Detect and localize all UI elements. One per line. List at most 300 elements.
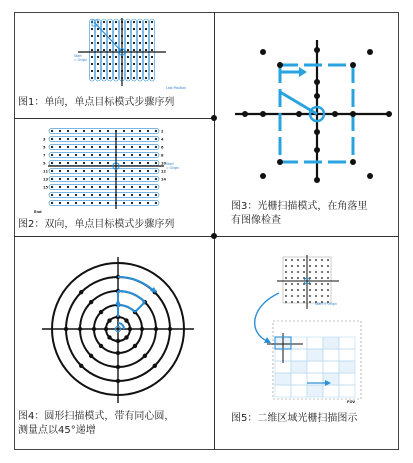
grid-dot	[59, 146, 61, 148]
grid-dot	[151, 70, 153, 72]
grid-dot	[327, 295, 329, 297]
grid-dot	[99, 170, 101, 172]
grid-dot	[321, 259, 323, 261]
fig1-last-position-label: Last Position	[166, 86, 187, 90]
grid-dot	[127, 63, 129, 65]
ring-dot	[168, 327, 172, 331]
grid-dot	[151, 21, 153, 23]
grid-dot	[67, 170, 69, 172]
grid-dot	[139, 63, 141, 65]
grid-dot	[297, 283, 299, 285]
grid-dot	[297, 271, 299, 273]
grid-dot	[103, 35, 105, 37]
grid-dot	[127, 70, 129, 72]
grid-dot	[139, 138, 141, 140]
grid-dot	[99, 154, 101, 156]
grid-dot	[285, 283, 287, 285]
grid-dot	[109, 28, 111, 30]
ring-dot	[104, 327, 108, 331]
scan-cell	[323, 361, 339, 373]
panel-fig1	[14, 12, 214, 118]
scan-dot	[260, 49, 266, 55]
grid-dot	[285, 271, 287, 273]
grid-dot	[75, 146, 77, 148]
ring-dot	[124, 335, 128, 339]
grid-dot	[315, 271, 317, 273]
grid-dot	[83, 146, 85, 148]
grid-dot	[51, 130, 53, 132]
scan-cell	[291, 337, 307, 349]
grid-dot	[115, 42, 117, 44]
grid-dot	[99, 178, 101, 180]
ring-dot	[92, 327, 96, 331]
grid-row-outline	[49, 192, 159, 197]
grid-dot	[127, 49, 129, 51]
grid-dot	[155, 178, 157, 180]
grid-dot	[97, 42, 99, 44]
grid-dot	[155, 154, 157, 156]
scan-cell	[291, 349, 307, 361]
grid-dot	[59, 170, 61, 172]
scan-dot	[332, 111, 338, 117]
grid-dot	[315, 277, 317, 279]
grid-dot	[127, 35, 129, 37]
ring-dot	[79, 364, 83, 368]
grid-dot	[133, 35, 135, 37]
grid-dot	[285, 277, 287, 279]
grid-dot	[75, 178, 77, 180]
grid-dot	[123, 202, 125, 204]
scan-cell	[307, 385, 323, 397]
grid-dot	[107, 162, 109, 164]
fig2-dot-grid	[49, 128, 159, 205]
grid-dot	[123, 170, 125, 172]
scan-dot	[367, 173, 373, 179]
grid-dot	[139, 146, 141, 148]
grid-dot	[315, 259, 317, 261]
grid-dot	[303, 271, 305, 273]
grid-dot	[151, 56, 153, 58]
grid-dot	[151, 35, 153, 37]
grid-dot	[115, 70, 117, 72]
grid-dot	[309, 271, 311, 273]
grid-dot	[151, 77, 153, 79]
grid-dot	[133, 42, 135, 44]
grid-dot	[67, 202, 69, 204]
ring-dot	[124, 318, 128, 322]
grid-dot	[145, 28, 147, 30]
grid-row-outline	[49, 200, 159, 205]
scan-dot	[296, 111, 302, 117]
grid-row-outline	[49, 136, 159, 141]
grid-dot	[123, 186, 125, 188]
grid-dot	[107, 146, 109, 148]
grid-dot	[139, 186, 141, 188]
grid-dot	[151, 63, 153, 65]
grid-dot	[97, 70, 99, 72]
grid-dot	[83, 154, 85, 156]
grid-dot	[139, 28, 141, 30]
grid-dot	[321, 277, 323, 279]
grid-dot	[291, 295, 293, 297]
grid-dot	[147, 178, 149, 180]
grid-dot	[285, 265, 287, 267]
grid-dot	[91, 130, 93, 132]
grid-dot	[133, 49, 135, 51]
grid-dot	[155, 162, 157, 164]
grid-dot	[67, 146, 69, 148]
grid-dot	[51, 170, 53, 172]
grid-dot	[285, 301, 287, 303]
grid-dot	[285, 295, 287, 297]
grid-dot	[297, 301, 299, 303]
grid-dot	[91, 49, 93, 51]
row-label-right: 6	[161, 145, 164, 150]
grid-dot	[51, 138, 53, 140]
grid-dot	[107, 194, 109, 196]
grid-dot	[123, 178, 125, 180]
grid-dot	[109, 56, 111, 58]
row-label-right: 12	[161, 169, 167, 174]
scan-dot	[242, 111, 248, 117]
fig1-origin-label: = Origin	[74, 58, 88, 62]
scan-dot	[260, 111, 266, 117]
grid-dot	[67, 130, 69, 132]
scan-cell	[339, 373, 355, 385]
grid-dot	[139, 21, 141, 23]
ring-dot	[78, 327, 82, 331]
ring-dot	[99, 310, 103, 314]
ring-dot	[128, 327, 132, 331]
scan-dot	[350, 159, 356, 165]
grid-dot	[133, 63, 135, 65]
grid-dot	[83, 194, 85, 196]
grid-dot	[139, 162, 141, 164]
grid-dot	[75, 138, 77, 140]
grid-dot	[139, 56, 141, 58]
grid-dot	[67, 178, 69, 180]
grid-dot	[327, 265, 329, 267]
grid-dot	[99, 146, 101, 148]
grid-dot	[147, 186, 149, 188]
grid-dot	[109, 63, 111, 65]
grid-dot	[327, 277, 329, 279]
grid-dot	[109, 70, 111, 72]
grid-dot	[131, 154, 133, 156]
grid-dot	[127, 28, 129, 30]
grid-dot	[75, 154, 77, 156]
grid-dot	[131, 130, 133, 132]
grid-dot	[99, 194, 101, 196]
grid-dot	[139, 49, 141, 51]
grid-dot	[59, 130, 61, 132]
grid-dot	[147, 194, 149, 196]
grid-dot	[107, 138, 109, 140]
scan-dot	[386, 111, 392, 117]
grid-dot	[103, 49, 105, 51]
grid-dot	[147, 162, 149, 164]
grid-dot	[115, 77, 117, 79]
row-label-left: 13	[43, 177, 49, 182]
grid-dot	[107, 170, 109, 172]
grid-dot	[97, 77, 99, 79]
grid-dot	[285, 259, 287, 261]
grid-dot	[145, 42, 147, 44]
fig5-fov-label: FOV	[347, 400, 356, 404]
grid-dot	[133, 77, 135, 79]
grid-dot	[91, 162, 93, 164]
caption-fig2: 图2：双向，单点目标模式步骤序列	[18, 219, 175, 230]
grid-dot	[67, 194, 69, 196]
grid-dot	[75, 162, 77, 164]
grid-dot	[75, 202, 77, 204]
grid-dot	[133, 21, 135, 23]
grid-dot	[83, 186, 85, 188]
grid-dot	[139, 154, 141, 156]
panel-fig5	[215, 237, 399, 450]
grid-dot	[107, 130, 109, 132]
grid-dot	[107, 202, 109, 204]
grid-row-outline	[49, 168, 159, 173]
grid-dot	[97, 56, 99, 58]
grid-dot	[59, 154, 61, 156]
grid-row-outline	[49, 160, 159, 165]
grid-dot	[91, 178, 93, 180]
ring-dot	[133, 344, 137, 348]
grid-row-outline	[49, 184, 159, 189]
grid-dot	[91, 63, 93, 65]
grid-dot	[151, 42, 153, 44]
grid-dot	[315, 283, 317, 285]
grid-dot	[91, 56, 93, 58]
scan-cell	[291, 373, 307, 385]
grid-dot	[155, 194, 157, 196]
scan-dot	[277, 62, 283, 68]
grid-dot	[103, 28, 105, 30]
grid-dot	[131, 162, 133, 164]
ring-dot	[116, 351, 120, 355]
fig2-end-label: End	[34, 210, 42, 214]
scan-dot	[314, 93, 320, 99]
fig1-start-label: Start	[74, 54, 82, 58]
grid-dot	[109, 21, 111, 23]
grid-dot	[151, 28, 153, 30]
scan-cell	[339, 337, 355, 349]
grid-dot	[309, 295, 311, 297]
grid-dot	[285, 289, 287, 291]
grid-dot	[139, 170, 141, 172]
ring-dot	[116, 365, 120, 369]
grid-dot	[83, 138, 85, 140]
grid-dot	[91, 70, 93, 72]
grid-dot	[291, 265, 293, 267]
grid-dot	[303, 265, 305, 267]
scan-cell	[323, 337, 339, 349]
ring-dot	[153, 364, 157, 368]
grid-dot	[59, 178, 61, 180]
grid-dot	[91, 146, 93, 148]
grid-dot	[145, 21, 147, 23]
caption-fig3-line2: 有图像检查	[231, 215, 281, 226]
grid-dot	[327, 289, 329, 291]
caption-fig4-line1: 图4：圆形扫描模式，带有同心圆，	[18, 411, 175, 422]
grid-dot	[91, 170, 93, 172]
ring-dot	[89, 354, 93, 358]
grid-dot	[327, 259, 329, 261]
grid-dot	[97, 28, 99, 30]
grid-dot	[123, 194, 125, 196]
scan-cell	[307, 349, 323, 361]
grid-dot	[115, 63, 117, 65]
grid-dot	[297, 277, 299, 279]
grid-dot	[327, 283, 329, 285]
row-label-left: 11	[43, 169, 49, 174]
grid-dot	[103, 21, 105, 23]
grid-dot	[103, 77, 105, 79]
grid-dot	[115, 35, 117, 37]
grid-dot	[327, 271, 329, 273]
fig5-start-origin-label: Start = Origin	[315, 302, 338, 306]
ring-dot	[79, 290, 83, 294]
scan-cell	[339, 349, 355, 361]
panel-fig3	[215, 12, 399, 236]
scan-cell	[275, 373, 291, 385]
grid-dot	[155, 170, 157, 172]
grid-dot	[155, 202, 157, 204]
grid-dot	[51, 146, 53, 148]
row-label-right: 14	[161, 177, 167, 182]
grid-dot	[83, 202, 85, 204]
fig5-scan-cells	[275, 337, 355, 397]
scan-dot	[367, 49, 373, 55]
grid-dot	[297, 289, 299, 291]
grid-dot	[139, 70, 141, 72]
grid-dot	[109, 42, 111, 44]
grid-dot	[83, 170, 85, 172]
caption-fig5: 图5：二维区域光栅扫描图示	[231, 413, 358, 424]
grid-dot	[321, 295, 323, 297]
scan-dot	[314, 47, 320, 53]
row-label-left: 3	[43, 137, 46, 142]
row-label-right: 4	[161, 137, 164, 142]
grid-dot	[145, 56, 147, 58]
grid-row-outline	[49, 152, 159, 157]
grid-dot	[291, 301, 293, 303]
scan-dot	[314, 79, 320, 85]
row-label-left: 9	[43, 161, 46, 166]
grid-dot	[91, 202, 93, 204]
grid-dot	[147, 130, 149, 132]
grid-dot	[291, 277, 293, 279]
grid-dot	[59, 186, 61, 188]
grid-dot	[67, 154, 69, 156]
scan-cell	[339, 385, 355, 397]
grid-dot	[145, 63, 147, 65]
grid-dot	[147, 202, 149, 204]
row-label-right: 10	[161, 161, 167, 166]
grid-dot	[99, 162, 101, 164]
grid-dot	[103, 56, 105, 58]
grid-dot	[83, 130, 85, 132]
grid-dot	[109, 77, 111, 79]
grid-dot	[103, 70, 105, 72]
grid-dot	[109, 35, 111, 37]
scan-dot	[350, 62, 356, 68]
grid-dot	[145, 70, 147, 72]
grid-dot	[303, 259, 305, 261]
grid-dot	[145, 77, 147, 79]
scan-cell	[291, 385, 307, 397]
grid-dot	[97, 63, 99, 65]
row-label-right: 8	[161, 153, 164, 158]
grid-dot	[133, 70, 135, 72]
grid-dot	[297, 295, 299, 297]
scan-cell	[307, 337, 323, 349]
grid-dot	[59, 194, 61, 196]
grid-dot	[139, 194, 141, 196]
grid-dot	[109, 49, 111, 51]
scan-cell	[307, 361, 323, 373]
grid-dot	[291, 259, 293, 261]
grid-dot	[315, 265, 317, 267]
grid-dot	[51, 162, 53, 164]
scan-cell	[291, 361, 307, 373]
grid-dot	[115, 28, 117, 30]
grid-dot	[123, 138, 125, 140]
grid-dot	[59, 162, 61, 164]
row-label-left: 7	[43, 153, 46, 158]
grid-dot	[291, 283, 293, 285]
grid-dot	[59, 138, 61, 140]
grid-dot	[51, 202, 53, 204]
grid-dot	[315, 289, 317, 291]
grid-dot	[83, 178, 85, 180]
caption-fig4-line2: 测量点以45°递增	[18, 425, 96, 436]
grid-row-outline	[49, 144, 159, 149]
ring-dot	[116, 379, 120, 383]
ring-dot	[99, 344, 103, 348]
grid-dot	[131, 138, 133, 140]
grid-dot	[131, 186, 133, 188]
grid-dot	[123, 154, 125, 156]
grid-dot	[97, 35, 99, 37]
grid-dot	[51, 186, 53, 188]
grid-row-outline	[49, 128, 159, 133]
ring-dot	[143, 354, 147, 358]
scan-dot	[350, 111, 356, 117]
grid-dot	[115, 21, 117, 23]
grid-dot	[127, 56, 129, 58]
grid-dot	[103, 63, 105, 65]
grid-dot	[155, 146, 157, 148]
grid-dot	[99, 202, 101, 204]
grid-dot	[59, 202, 61, 204]
grid-dot	[131, 178, 133, 180]
scan-dot	[314, 177, 320, 183]
grid-dot	[131, 146, 133, 148]
grid-dot	[107, 186, 109, 188]
grid-dot	[115, 49, 117, 51]
grid-dot	[147, 138, 149, 140]
panel-fig4	[14, 237, 214, 450]
scan-dot	[277, 159, 283, 165]
grid-dot	[123, 146, 125, 148]
grid-dot	[321, 289, 323, 291]
panel-fig2	[14, 119, 214, 236]
grid-dot	[321, 271, 323, 273]
grid-dot	[321, 283, 323, 285]
grid-dot	[147, 154, 149, 156]
